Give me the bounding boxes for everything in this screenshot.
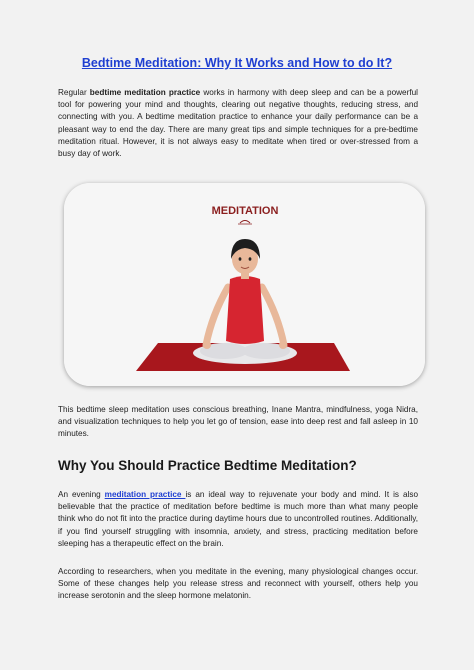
intro-rest: works in harmony with deep sleep and can be a powerful tool for powering your mind and thoughts, clearing out negative thoughts, reducing stress, and connecting with you. A bedtime meditation practice to enhance your daily performance can be a pleasant way to end the day. There are many great tips and simple techniques for a pre-bedtime meditation ritual. However, it is not always easy to meditate when tired or over-stressed from a busy day of work. [58,88,418,159]
intro-lead: Regular [58,88,90,97]
para3-lead: An evening [58,490,105,499]
meditation-illustration [64,183,425,386]
breathing-techniques-paragraph: This bedtime sleep meditation uses conscious breathing, Inane Mantra, mindfulness, yoga Nidra, and visualization techniques to help you let go of tension, ease into deep rest and fall asleep in 10 minutes. [58,405,418,439]
intro-bold-phrase: bedtime meditation practice [89,88,201,97]
researchers-paragraph: According to researchers, when you meditate in the evening, many physiological changes occur. Some of these changes help you release stress and reconnect with yourself, others help you increase serotonin and the sleep hormone melatonin. [58,567,418,601]
section-heading: Why You Should Practice Bedtime Meditation? [58,458,357,473]
page-title[interactable]: Bedtime Meditation: Why It Works and How to do It? [81,56,393,70]
meditation-practice-link[interactable]: meditation practice [104,490,186,499]
illustration-heading: MEDITATION [211,205,279,217]
intro-paragraph [58,87,418,160]
para3-rest: is an ideal way to rejuvenate your body and mind. It is also believable that the practice of meditation before bedtime is much more than what many people think who do not fit into the practice during daytime hours due to uncontrolled routines. Additionally, if you find yourself struggling with insomnia, anxiety, and stress, practicing meditation before sleeping has a therapeutic effect on the brain. [58,490,418,548]
evening-practice-paragraph [58,489,418,550]
meditation-figure-svg [64,183,425,386]
